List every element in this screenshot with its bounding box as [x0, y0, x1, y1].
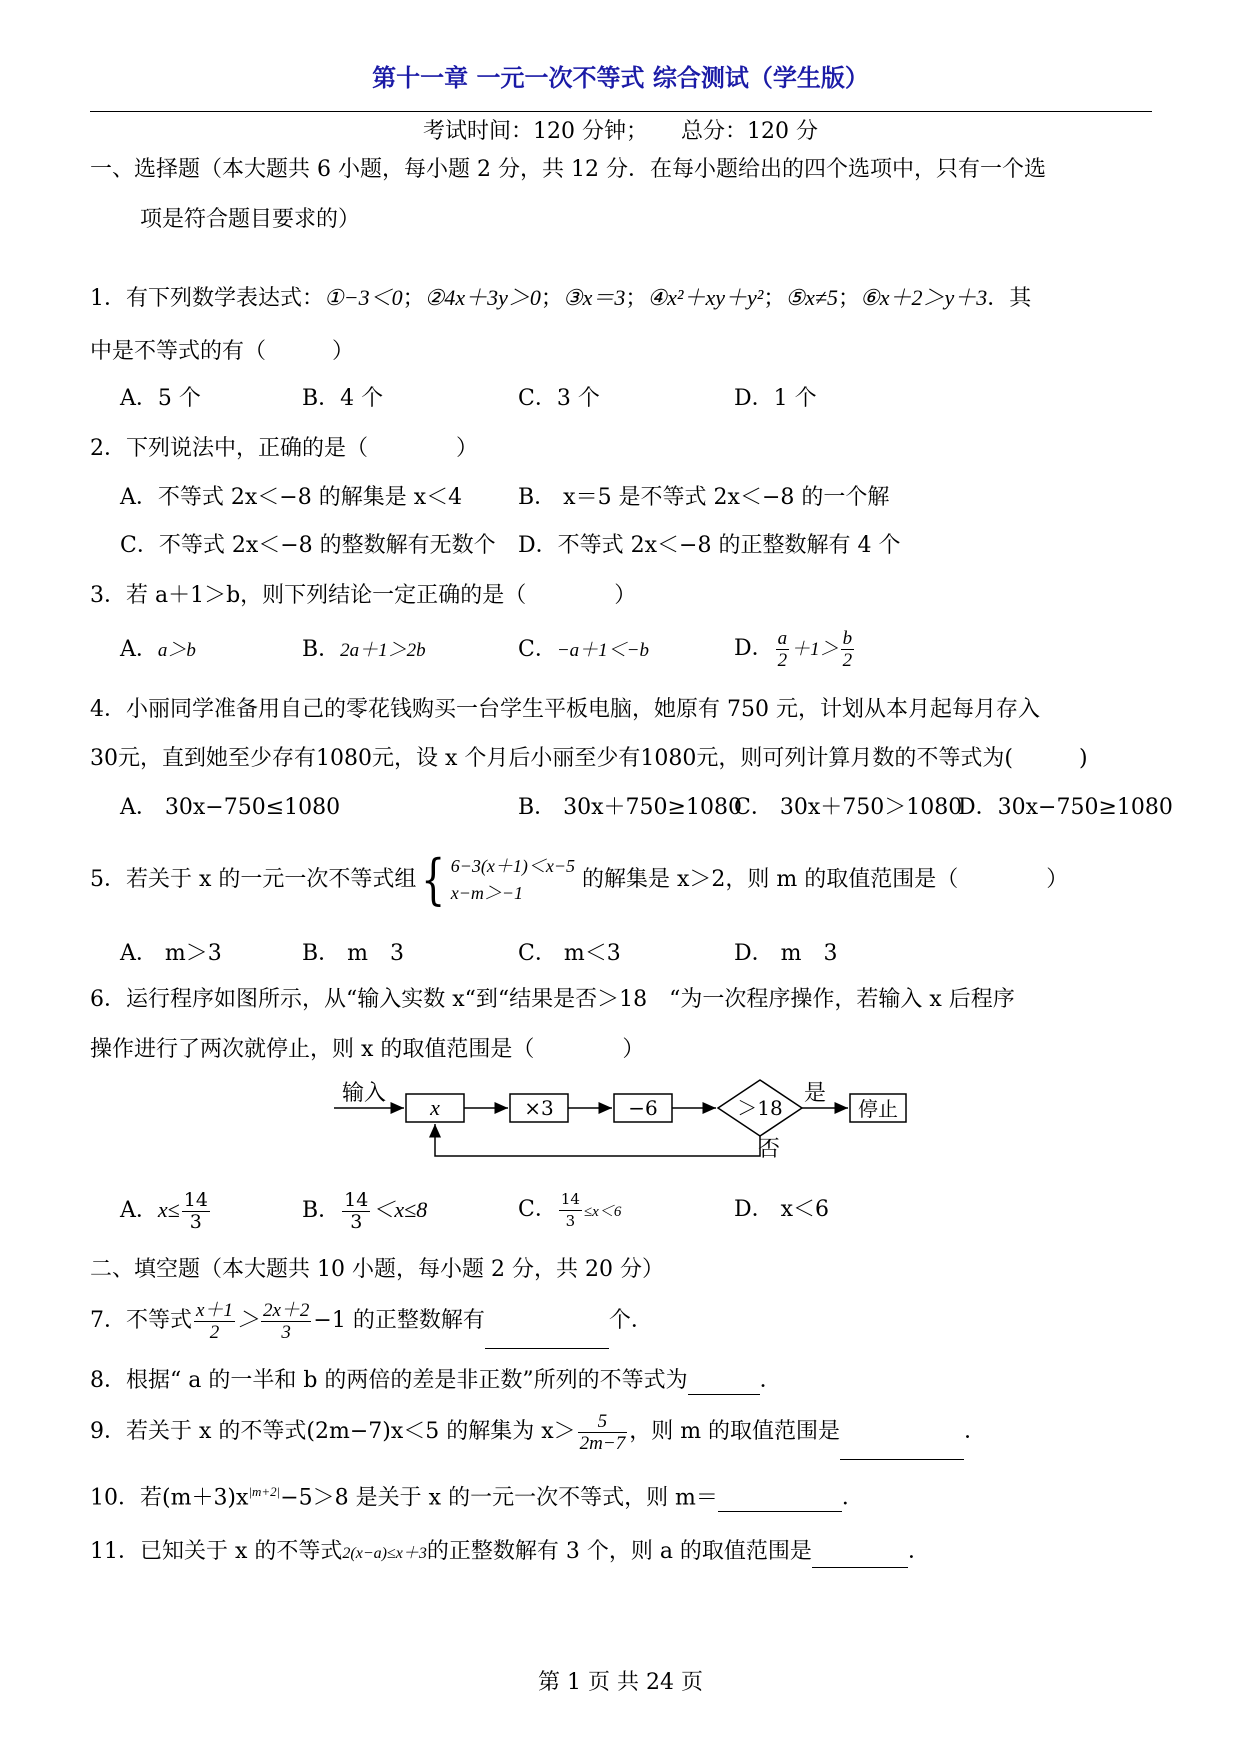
- q6-c-num: 14: [559, 1189, 582, 1211]
- question-4-line2: 30元，直到她至少存有1080元，设 x 个月后小丽至少有1080元，则可列计算月数的不等式为( ): [90, 746, 1088, 771]
- q5-post: 的解集是 x＞2，则 m 的取值范围是（ ）: [582, 867, 1069, 892]
- q3-option-d: [734, 624, 856, 675]
- flow-box-x-text: x: [430, 1095, 440, 1120]
- question-1-line2: 中是不等式的有（ ）: [90, 339, 355, 364]
- section1-heading-line2: 项是符合题目要求的）: [140, 207, 361, 232]
- flow-box-times3-text: ×3: [524, 1096, 554, 1120]
- question-5-stem: [90, 848, 1068, 912]
- q5-option-d: D． m 3: [734, 941, 838, 966]
- q7-answer-blank[interactable]: [485, 1326, 609, 1349]
- q3-c-expr: −a＋1＜−b: [556, 640, 649, 661]
- q3-option-b: [302, 636, 426, 665]
- q9-pre: 9．若关于 x 的不等式(2m−7)x＜5 的解集为 x＞: [90, 1419, 576, 1444]
- q7-frac2: [261, 1300, 311, 1343]
- q1-tail: ．其: [987, 286, 1032, 311]
- q6-b-num: 14: [344, 1188, 369, 1211]
- q6-option-b: [302, 1184, 427, 1237]
- question-2-stem: 2．下列说法中，正确的是（ ）: [90, 436, 478, 461]
- q9-frac: [578, 1411, 628, 1454]
- q3-d-frac1: [776, 628, 790, 671]
- q3-b-expr: 2a＋1＞2b: [340, 640, 426, 661]
- q1-expr-6: ⑥x＋2＞y＋3: [859, 285, 988, 310]
- q3-a-expr: a＞b: [157, 640, 196, 661]
- q3-d-frac2-den: 2: [842, 649, 853, 671]
- q4-option-b: B． 30x＋750≥1080: [518, 795, 742, 820]
- question-1-stem: 1．有下列数学表达式：①−3＜0；②4x＋3y＞0；③x＝3；④x²＋xy＋y²；⑤x≠5；⑥x＋2＞y＋3．其: [90, 285, 1032, 311]
- section1-heading-line1: 一、选择题（本大题共 6 小题，每小题 2 分，共 12 分．在每小题给出的四个选项中，只有一个选: [90, 157, 1046, 182]
- q4-option-c: C． 30x＋750＞1080: [734, 795, 963, 820]
- q6-b-post: ＜x≤8: [372, 1197, 428, 1222]
- q2-option-a: A．不等式 2x＜−8 的解集是 x＜4: [120, 485, 463, 510]
- q11-post1: 的正整数解有 3 个，则 a 的取值范围是: [426, 1539, 812, 1564]
- q11-expr: 2(x−a)≤x＋3: [342, 1545, 427, 1562]
- q6-b-frac: [342, 1190, 370, 1233]
- question-7: [90, 1292, 653, 1349]
- q1-option-d: D．1 个: [734, 386, 817, 411]
- q1-expr-3: ③x＝3: [562, 285, 626, 310]
- q7-post2: 个．: [608, 1308, 653, 1333]
- q3-b-label: B．: [302, 637, 341, 662]
- q6-b-den: 3: [350, 1210, 363, 1233]
- q6-option-a: [120, 1184, 212, 1237]
- q3-d-frac1-num: a: [777, 627, 788, 649]
- q9-frac-num: 5: [578, 1411, 628, 1433]
- q8-post: ．: [759, 1368, 782, 1393]
- q9-answer-blank[interactable]: [840, 1437, 964, 1460]
- question-6-line2: 操作进行了两次就停止，则 x 的取值范围是（ ）: [90, 1037, 645, 1062]
- q1-option-c: C．3 个: [518, 386, 600, 411]
- q6-b-label: B．: [302, 1198, 341, 1223]
- q3-d-mid: ＋1＞: [791, 639, 839, 660]
- arrow-no-loop: [435, 1124, 760, 1156]
- q1-expr-2: ②4x＋3y＞0: [424, 285, 541, 310]
- question-8: [90, 1367, 782, 1395]
- q5-option-c: C． m＜3: [518, 941, 621, 966]
- q2-option-c: C．不等式 2x＜−8 的整数解有无数个: [120, 533, 496, 558]
- q5-option-b: B． m 3: [302, 941, 405, 966]
- flow-box-minus6-text: −6: [628, 1096, 658, 1120]
- q7-frac1: [194, 1300, 235, 1343]
- question-6-line1: 6．运行程序如图所示，从“输入实数 x“到“结果是否＞18 “为一次程序操作，若输入 x 后程序: [90, 987, 1015, 1012]
- question-11: [90, 1538, 930, 1568]
- page-title: 第十一章 一元一次不等式 综合测试（学生版）: [372, 64, 869, 92]
- exam-info: 考试时间：120 分钟； 总分：120 分: [423, 119, 818, 144]
- page-footer: 第 1 页 共 24 页: [538, 1670, 703, 1695]
- q2-option-b: B． x＝5 是不等式 2x＜−8 的一个解: [518, 485, 890, 510]
- q6-option-d: D． x＜6: [734, 1197, 830, 1222]
- q6-option-c: [518, 1184, 621, 1238]
- q3-d-frac1-den: 2: [777, 649, 788, 671]
- q11-answer-blank[interactable]: [812, 1545, 908, 1568]
- q6-c-post: ≤x＜6: [583, 1204, 622, 1220]
- question-3-stem: 3．若 a＋1＞b，则下列结论一定正确的是（ ）: [90, 583, 637, 608]
- q10-post2: ．: [841, 1485, 864, 1511]
- q6-a-label: A．: [120, 1198, 158, 1223]
- question-9: [90, 1404, 986, 1460]
- q1-expr-4: ④x²＋xy＋y²: [647, 285, 764, 310]
- q1-prefix: 1．有下列数学表达式：: [90, 286, 324, 311]
- q7-pre: 7．不等式: [90, 1308, 192, 1333]
- flow-no-label: 否: [758, 1137, 781, 1162]
- q4-option-d: D．30x−750≥1080: [958, 795, 1173, 820]
- flow-yes-label: 是: [804, 1081, 827, 1106]
- flow-input-label: 输入: [342, 1081, 387, 1106]
- q7-post1: −1 的正整数解有: [313, 1308, 485, 1333]
- q3-option-c: [518, 636, 649, 665]
- q1-expr-5: ⑤x≠5: [785, 285, 838, 310]
- q3-c-label: C．: [518, 637, 557, 662]
- q1-expr-1: ①−3＜0: [324, 285, 403, 310]
- q8-answer-blank[interactable]: [688, 1372, 760, 1395]
- q3-d-frac2-num: b: [842, 627, 853, 649]
- q6-a-den: 3: [189, 1210, 202, 1233]
- q9-post2: ．: [964, 1419, 987, 1444]
- flowchart: [320, 1070, 940, 1180]
- system-line-2: x−m＞−1: [450, 883, 524, 903]
- q6-c-den: 3: [565, 1211, 576, 1230]
- q11-pre: 11．已知关于 x 的不等式: [90, 1539, 343, 1564]
- q7-frac1-num: x＋1: [196, 1299, 233, 1321]
- q9-post1: ，则 m 的取值范围是: [629, 1419, 841, 1444]
- system-brace: {: [421, 848, 446, 911]
- q10-pre: 10．若(m＋3)x: [90, 1485, 249, 1511]
- q3-option-a: [120, 636, 196, 665]
- q10-answer-blank[interactable]: [718, 1489, 842, 1512]
- q10-post1: −5＞8 是关于 x 的一元一次不等式，则 m＝: [280, 1485, 718, 1511]
- system-line-1: 6−3(x＋1)＜x−5: [450, 856, 576, 876]
- q4-option-a: A． 30x−750≤1080: [120, 795, 341, 820]
- q6-a-pre: x≤: [157, 1197, 180, 1222]
- title-divider: [90, 111, 1152, 112]
- q3-a-label: A．: [120, 637, 158, 662]
- section2-heading: 二、填空题（本大题共 10 小题，每小题 2 分，共 20 分）: [90, 1257, 664, 1282]
- q1-option-a: A．5 个: [120, 386, 201, 411]
- q6-a-num: 14: [183, 1188, 208, 1211]
- flow-box-stop-text: 停止: [858, 1097, 898, 1121]
- q10-exponent: |m+2|: [248, 1484, 281, 1499]
- q6-c-label: C．: [518, 1197, 557, 1222]
- q3-d-frac2: [841, 628, 855, 671]
- q11-post2: ．: [907, 1539, 930, 1564]
- q7-mid: ＞: [236, 1307, 259, 1332]
- q1-option-b: B．4 个: [302, 386, 384, 411]
- q8-pre: 8．根据“ a 的一半和 b 的两倍的差是非正数”所列的不等式为: [90, 1368, 688, 1393]
- q7-frac2-den: 3: [281, 1321, 291, 1343]
- q6-c-frac: [559, 1189, 582, 1232]
- q6-a-frac: [182, 1190, 210, 1233]
- q5-pre: 5．若关于 x 的一元一次不等式组: [90, 867, 417, 892]
- question-10: [90, 1478, 864, 1512]
- q2-option-d: D．不等式 2x＜−8 的正整数解有 4 个: [518, 533, 901, 558]
- question-4-line1: 4．小丽同学准备用自己的零花钱购买一台学生平板电脑，她原有 750 元，计划从本月起每月存入: [90, 697, 1040, 722]
- inequality-system: [451, 853, 575, 907]
- flow-decision-text: ＞18: [737, 1096, 783, 1120]
- q9-frac-den: 2m−7: [579, 1432, 626, 1454]
- q7-frac2-num: 2x＋2: [262, 1299, 310, 1321]
- q5-option-a: A． m＞3: [120, 941, 222, 966]
- q7-frac1-den: 2: [209, 1321, 220, 1343]
- q3-d-label: D．: [734, 636, 774, 661]
